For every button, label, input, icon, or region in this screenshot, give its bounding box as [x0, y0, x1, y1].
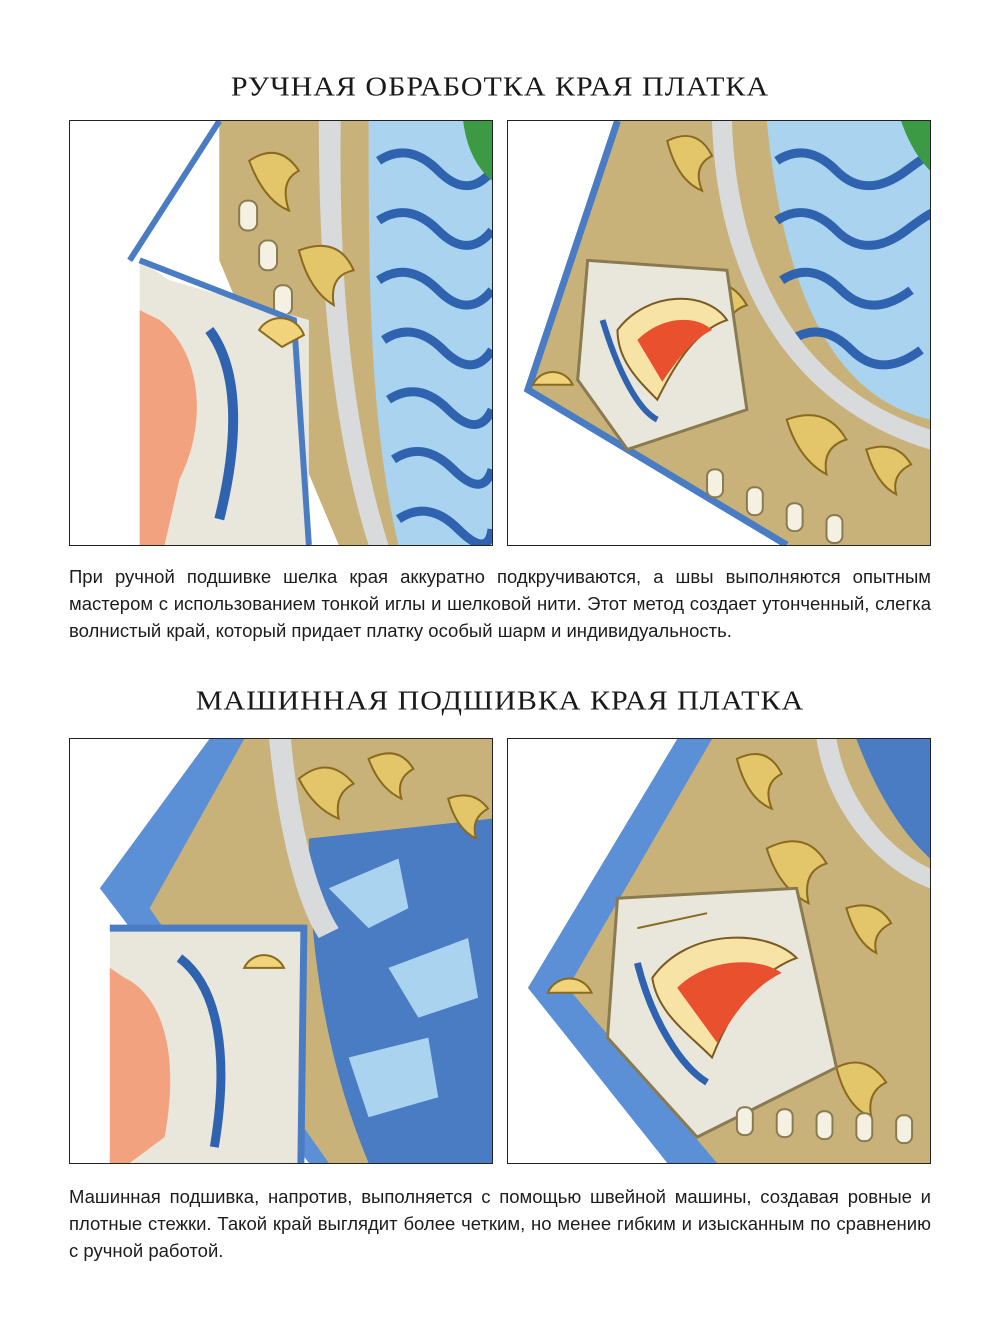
- section-title-hand-rolled: РУЧНАЯ ОБРАБОТКА КРАЯ ПЛАТКА: [230, 71, 770, 102]
- machine-stitched-edge-folded-corner-photo: [69, 738, 493, 1164]
- machine-stitched-description: Машинная подшивка, напротив, выполняется с помощью швейной машины, создавая ровные и плотные стежки. Такой край выглядит более четким, но менее гибким и изысканным по сравнению с ручной работой.: [69, 1186, 931, 1261]
- hand-rolled-description: При ручной подшивке шелка края аккуратно подкручиваются, а швы выполняются опытным мастером с использованием тонкой иглы и шелковой нити. Этот метод создает утонченный, слегка волнистый край, который придает платку особый шарм и индивидуальность.: [69, 566, 931, 641]
- machine-stitched-edge-flat-corner-photo: [507, 738, 931, 1164]
- hand-rolled-edge-folded-corner-photo: [69, 120, 493, 546]
- hand-rolled-edge-flat-corner-photo: [507, 120, 931, 546]
- section-title-machine-stitched: МАШИННАЯ ПОДШИВКА КРАЯ ПЛАТКА: [195, 685, 805, 716]
